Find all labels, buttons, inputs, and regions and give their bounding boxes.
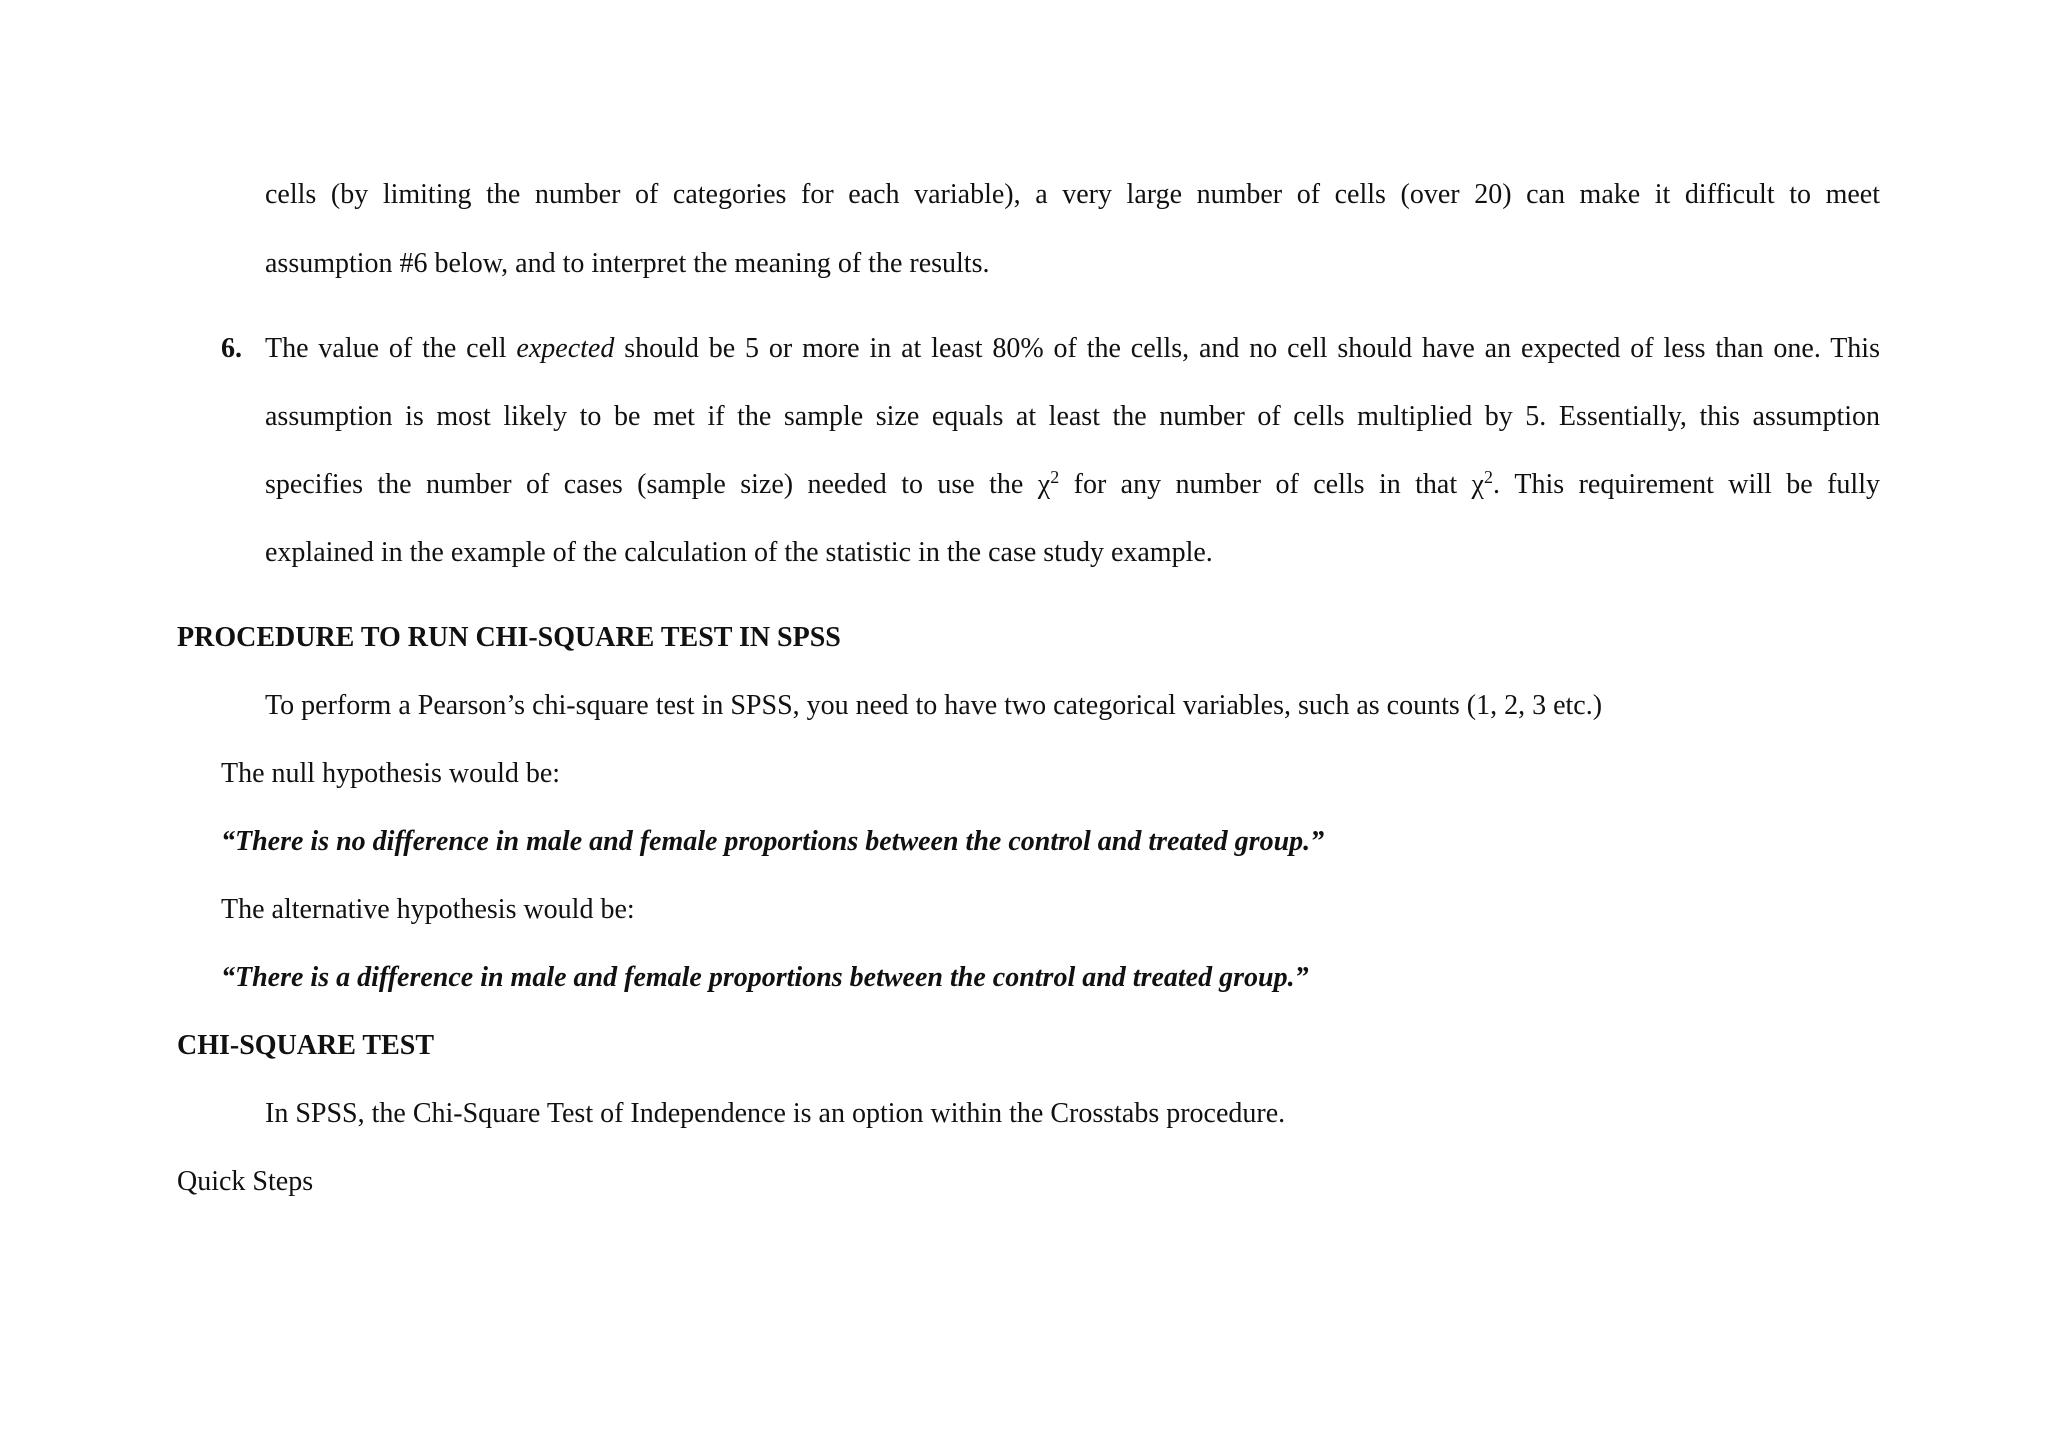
item5-line2: assumption #6 below, and to interpret the meaning of the results. [265,248,990,279]
chi-square-test-heading: CHI-SQUARE TEST [177,1030,435,1061]
item5-line1: cells (by limiting the number of categories for each variable), a very large number of cells (over 20) can make it difficult to meet [265,179,1880,210]
alternative-hypothesis-statement: “There is a difference in male and female proportions between the control and treated group.” [221,962,1309,993]
item6-line2: assumption is most likely to be met if the sample size equals at least the number of cells multiplied by 5. Essentially, this assumption [265,401,1880,432]
item6-line4: explained in the example of the calculation of the statistic in the case study example. [265,537,1213,568]
chi-superscript: 2 [1483,467,1493,487]
item6-line3: specifies the number of cases (sample size) needed to use the $\chi^2$ for any number of cells in that $\chi^2$. This requirement will be fully [265,467,1880,500]
procedure-heading: PROCEDURE TO RUN CHI-SQUARE TEST IN SPSS [177,622,841,653]
chi-superscript: 2 [1050,467,1060,487]
expected-term: expected [516,333,615,364]
chi-symbol: χ [1037,469,1051,500]
chi-square-test-body: In SPSS, the Chi-Square Test of Independence is an option within the Crosstabs procedure. [265,1098,1286,1129]
chi-symbol: χ [1471,469,1484,500]
alternative-hypothesis-label: The alternative hypothesis would be: [221,894,635,925]
procedure-intro: To perform a Pearson’s chi-square test in SPSS, you need to have two categorical variables, such as counts (1, 2, 3 etc.) [265,690,1603,721]
quick-steps-label: Quick Steps [177,1166,314,1197]
null-hypothesis-label: The null hypothesis would be: [221,758,561,789]
item6-line1: The value of the cell expected should be 5 or more in at least 80% of the cells, and no cell should have an expected of less than one. This [265,333,1880,364]
item6-number: 6. [221,333,242,364]
null-hypothesis-statement: “There is no difference in male and female proportions between the control and treated group.” [221,826,1325,857]
